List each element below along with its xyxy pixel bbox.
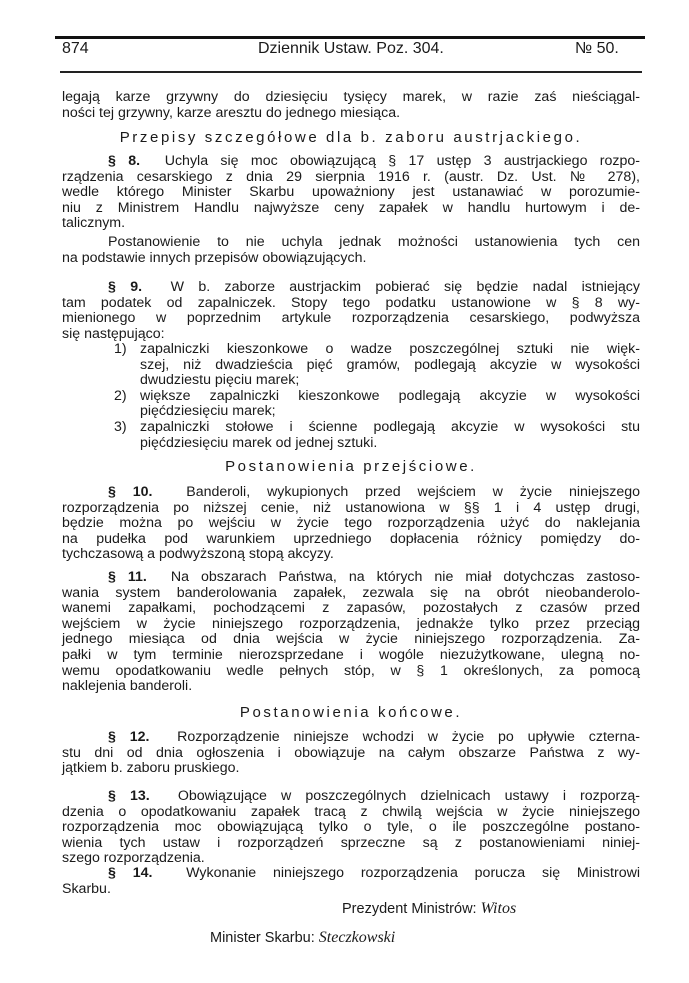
text-line <box>140 436 640 452</box>
header-rule-bottom <box>60 71 642 73</box>
line-text: niu z Ministrem Handlu najwyższe ceny zapałek w handlu hurtowym i de- <box>62 199 640 216</box>
paragraph-14 <box>62 866 640 897</box>
line-text: wedle którego Minister Skarbu upoważniony jest ustanawiać w porozumie- <box>62 184 640 201</box>
text-line <box>62 679 640 695</box>
text-line <box>62 882 640 898</box>
line-text: rządzenia cesarskiego z dnia 29 sierpnia 1916 r. (austr. Dz. Ust. № 278), <box>62 168 640 185</box>
line-text: dwudziestu pięciu marek; <box>140 372 300 389</box>
signature-finance-minister <box>210 929 395 947</box>
line-text: dzenia o opodatkowaniu zapałek tracą z chwilą wejścia w życie niniejszego <box>62 803 640 820</box>
line-text: naklejenia banderoli. <box>62 678 193 695</box>
text-line <box>62 820 640 836</box>
issue-number: № 50. <box>575 40 619 57</box>
text-line <box>140 420 640 436</box>
paragraph-8-continued <box>62 235 640 266</box>
text-line <box>62 251 640 267</box>
line-text: talicznym. <box>62 215 126 232</box>
text-line <box>62 836 640 852</box>
text-line <box>62 485 640 501</box>
text-line <box>140 342 640 358</box>
section-heading-transitional: Postanowienia przejściowe. <box>225 458 477 475</box>
text-line <box>62 296 640 312</box>
line-text: jątkiem b. zaboru pruskiego. <box>62 760 240 777</box>
line-text: W b. zaborze austrjackim pobierać się będzie nadal istniejący <box>170 279 640 295</box>
paragraph-13 <box>62 789 640 867</box>
text-line <box>62 235 640 251</box>
line-text: na podstawie innych przepisów obowiązujących. <box>62 249 367 266</box>
line-text: jednego miesiąca od dnia wejścia w życie niniejszego rozporządzenia. Za- <box>62 631 640 648</box>
line-text: tam podatek od zapalniczek. Stopy tego podatku ustanowione w § 8 wy- <box>62 294 640 311</box>
line-text: wienia tych ustaw i rozporządzeń sprzeczne są z postanowieniami niniej- <box>62 834 640 851</box>
paragraph-label: § 11. <box>108 569 147 585</box>
text-line <box>62 730 640 746</box>
text-line <box>62 789 640 805</box>
signature-title: Minister Skarbu: <box>210 930 315 946</box>
paragraph-label: § 13. <box>108 788 150 804</box>
line-text: wejściem w życie niniejszego rozporządzenia, jednakże tylko przez przeciąg <box>62 615 640 632</box>
text-line <box>62 570 640 586</box>
line-text: pięćdziesięciu marek od jednej sztuki. <box>140 434 378 451</box>
line-text: Uchyla się moc obowiązującą § 17 ustęp 3 austrjackiego rozpo- <box>164 153 641 169</box>
paragraph-label: § 9. <box>108 279 143 295</box>
text-line <box>62 866 640 882</box>
text-line <box>62 170 640 186</box>
line-text: wanemi zapałkami, pochodzącemi z zapasów, pozostałych z czasów przed <box>62 600 640 617</box>
line-text: tychczasową a podwyższoną stopą akcyzy. <box>62 546 334 563</box>
list-number: 2) <box>114 387 127 404</box>
line-text: rozporządzenia moc obowiązującą tylko o tyle, o ile poszczególne postano- <box>62 819 640 836</box>
text-line <box>62 586 640 602</box>
text-line <box>140 389 640 405</box>
paragraph-label: § 14. <box>108 865 153 881</box>
line-text: Skarbu. <box>62 880 111 897</box>
signature-title: Prezydent Ministrów: <box>342 901 477 917</box>
journal-title: Dziennik Ustaw. Poz. 304. <box>258 40 444 57</box>
text-line <box>62 216 640 232</box>
list-number: 3) <box>114 418 127 435</box>
list-number: 1) <box>114 341 127 357</box>
line-text: zapalniczki kieszonkowe o wadze poszczególnej sztuki nie więk- <box>140 341 640 357</box>
line-text: Rozporządzenie niniejsze wchodzi w życie po upływie czterna- <box>177 729 640 745</box>
header-rule-top <box>55 36 645 39</box>
text-line <box>62 201 640 217</box>
text-line <box>140 404 640 420</box>
line-text: większe zapalniczki kieszonkowe podlegają akcyzie w wysokości <box>140 387 640 404</box>
paragraph-label: § 10. <box>108 484 153 500</box>
text-line <box>62 154 640 170</box>
line-text: pałki w tym terminie nierozsprzedane i wogóle niezużytkowane, ulegną no- <box>62 646 640 663</box>
section-heading-austrian: Przepisy szczegółowe dla b. zaboru austrjackiego. <box>119 129 583 146</box>
section-heading-final: Postanowienia końcowe. <box>239 704 463 721</box>
list-item <box>62 342 640 389</box>
paragraph-8 <box>62 154 640 232</box>
text-line <box>62 664 640 680</box>
paragraph-label: § 12. <box>108 729 150 745</box>
text-line <box>62 746 640 762</box>
line-text: stu dni od dnia ogłoszenia i obowiązuje na całym obszarze Państwa z wy- <box>62 744 640 761</box>
line-text: Obowiązujące w poszczególnych dzielnicach ustawy i rozporzą- <box>177 788 640 804</box>
text-line <box>140 358 640 374</box>
text-line <box>62 311 640 327</box>
text-line <box>62 547 640 563</box>
text-line <box>62 601 640 617</box>
line-text: pięćdziesięciu marek; <box>140 403 276 420</box>
line-text: rozporządzenia po niższej cenie, niż ustanowiona w §§ 1 i 4 ustęp drugi, <box>62 499 640 516</box>
line-text: Wykonanie niniejszego rozporządzenia porucza się Ministrowi <box>186 865 640 881</box>
paragraph-10 <box>62 485 640 563</box>
line-text: Banderoli, wykupionych przed wejściem w życie niniejszego <box>186 484 640 500</box>
text-line <box>62 501 640 517</box>
signature-name: Steczkowski <box>318 929 396 946</box>
line-text: wemu opodatkowaniu wedle pełnych stóp, w § 1 określonych, za pomocą <box>62 662 640 679</box>
list-item <box>62 420 640 451</box>
line-text: mienionego w poprzednim artykule rozporządzenia cesarskiego, podwyższa <box>62 310 640 327</box>
text-line <box>62 185 640 201</box>
line-text: Postanowienie to nie uchyla jednak możności ustanowienia tych cen <box>108 234 640 250</box>
text-line <box>62 617 640 633</box>
line-text: wania system banderolowania zapałek, zezwala się na obrót nieobanderolo- <box>62 584 640 601</box>
paragraph-label: § 8. <box>108 153 141 169</box>
line-text: zapalniczki stołowe i ścienne podlegają akcyzie w wysokości stu <box>140 418 640 435</box>
text-line <box>62 648 640 664</box>
signature-prime-minister <box>342 900 516 918</box>
text-line <box>62 280 640 296</box>
text-line <box>62 761 640 777</box>
list-item <box>62 389 640 420</box>
text-line <box>62 532 640 548</box>
text-line <box>62 632 640 648</box>
page-number: 874 <box>62 40 89 57</box>
line-text: się następująco: <box>62 325 165 342</box>
paragraph-9-list <box>62 342 640 451</box>
signature-name: Witos <box>480 900 517 917</box>
line-text: będzie można po wejściu w życie tego rozporządzenia użyć do naklejania <box>62 515 640 532</box>
paragraph-11 <box>62 570 640 695</box>
text-line <box>140 373 640 389</box>
line-text: szej, niż dwadzieścia pięć gramów, podlegają akcyzie w wysokości <box>140 356 640 373</box>
line-text: Na obszarach Państwa, na których nie miał dotychczas zastoso- <box>170 569 640 585</box>
line-text: legają karze grzywny do dziesięciu tysięcy marek, w razie zaś nieściągal- <box>62 89 640 105</box>
line-text: ności tej grzywny, karze aresztu do jednego miesiąca. <box>62 104 401 121</box>
text-line <box>62 516 640 532</box>
text-line <box>62 90 640 106</box>
line-text: szego rozporządzenia. <box>62 850 205 867</box>
paragraph-12 <box>62 730 640 777</box>
line-text: na pudełka pod warunkiem uprzedniego dopłacenia różnicy pomiędzy do- <box>62 530 640 547</box>
text-line <box>62 805 640 821</box>
intro-paragraph <box>62 90 640 121</box>
text-line <box>62 106 640 122</box>
paragraph-9 <box>62 280 640 342</box>
